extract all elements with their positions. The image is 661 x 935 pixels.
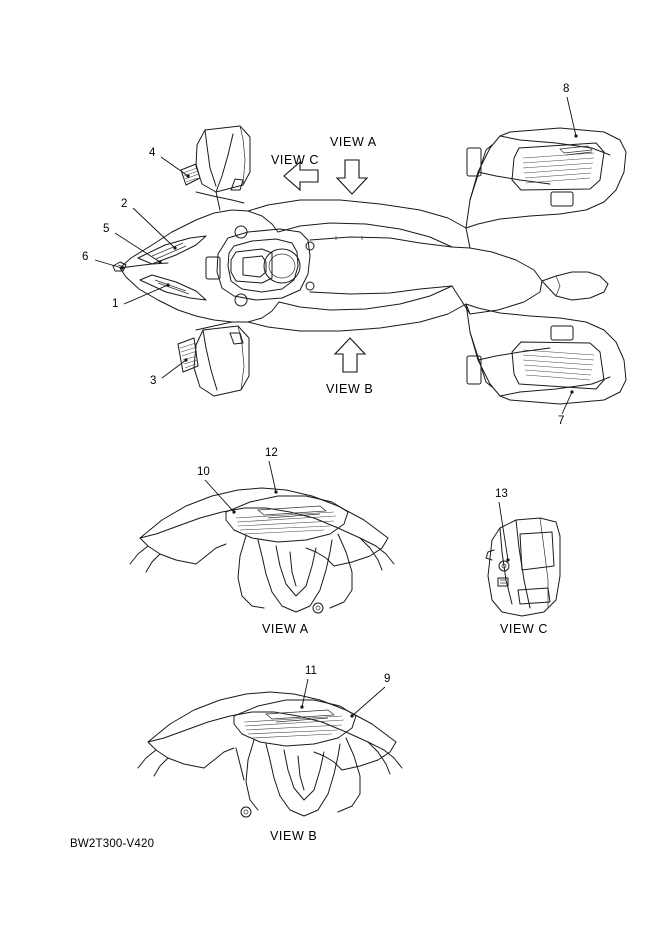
leader-line-2 [133,208,175,248]
view-b-detail [138,692,402,817]
leader-dot-12 [274,490,277,493]
leader-line-11 [302,679,308,707]
leader-line-9 [352,687,385,716]
part-number-2: 2 [121,198,128,210]
part-number-10: 10 [197,466,210,478]
view-label-view-a-3: VIEW A [262,622,309,636]
part-number-7: 7 [558,415,565,427]
leader-dot-9 [350,714,353,717]
leader-line-6 [95,260,122,268]
part-number-5: 5 [103,223,110,235]
view-a-detail [130,488,394,613]
view-label-view-a-0: VIEW A [330,135,377,149]
leader-dot-13 [506,558,509,561]
main-top-view [113,126,626,404]
view-label-view-c-4: VIEW C [500,622,549,636]
view-arrows [284,160,367,372]
part-number-1: 1 [112,298,119,310]
part-number-3: 3 [150,375,157,387]
part-number-11: 11 [305,665,317,677]
view-c-detail [486,518,560,616]
view-b-arrow [335,338,365,372]
leader-dot-10 [232,510,235,513]
leader-line-12 [269,461,276,492]
leader-dot-3 [184,358,187,361]
part-number-8: 8 [563,83,570,95]
view-label-view-b-5: VIEW B [270,829,318,843]
leader-dot-4 [186,174,189,177]
part-number-13: 13 [495,488,508,500]
part-number-6: 6 [82,251,89,263]
leader-line-4 [161,157,188,176]
part-number-12: 12 [265,447,278,459]
leader-dot-8 [574,134,577,137]
leader-line-8 [567,97,576,136]
leader-dot-5 [158,260,161,263]
leader-line-10 [205,480,234,512]
leader-dot-1 [166,283,169,286]
view-label-view-b-2: VIEW B [326,382,374,396]
leader-dot-11 [300,705,303,708]
view-a-arrow [337,160,367,194]
part-number-9: 9 [384,673,391,685]
view-label-view-c-1: VIEW C [271,153,320,167]
leader-dot-2 [173,246,176,249]
drawing-code: BW2T300-V420 [70,838,155,850]
leader-dot-6 [120,266,123,269]
part-number-4: 4 [149,147,156,159]
leader-dot-7 [570,390,573,393]
leader-line-5 [115,233,160,262]
